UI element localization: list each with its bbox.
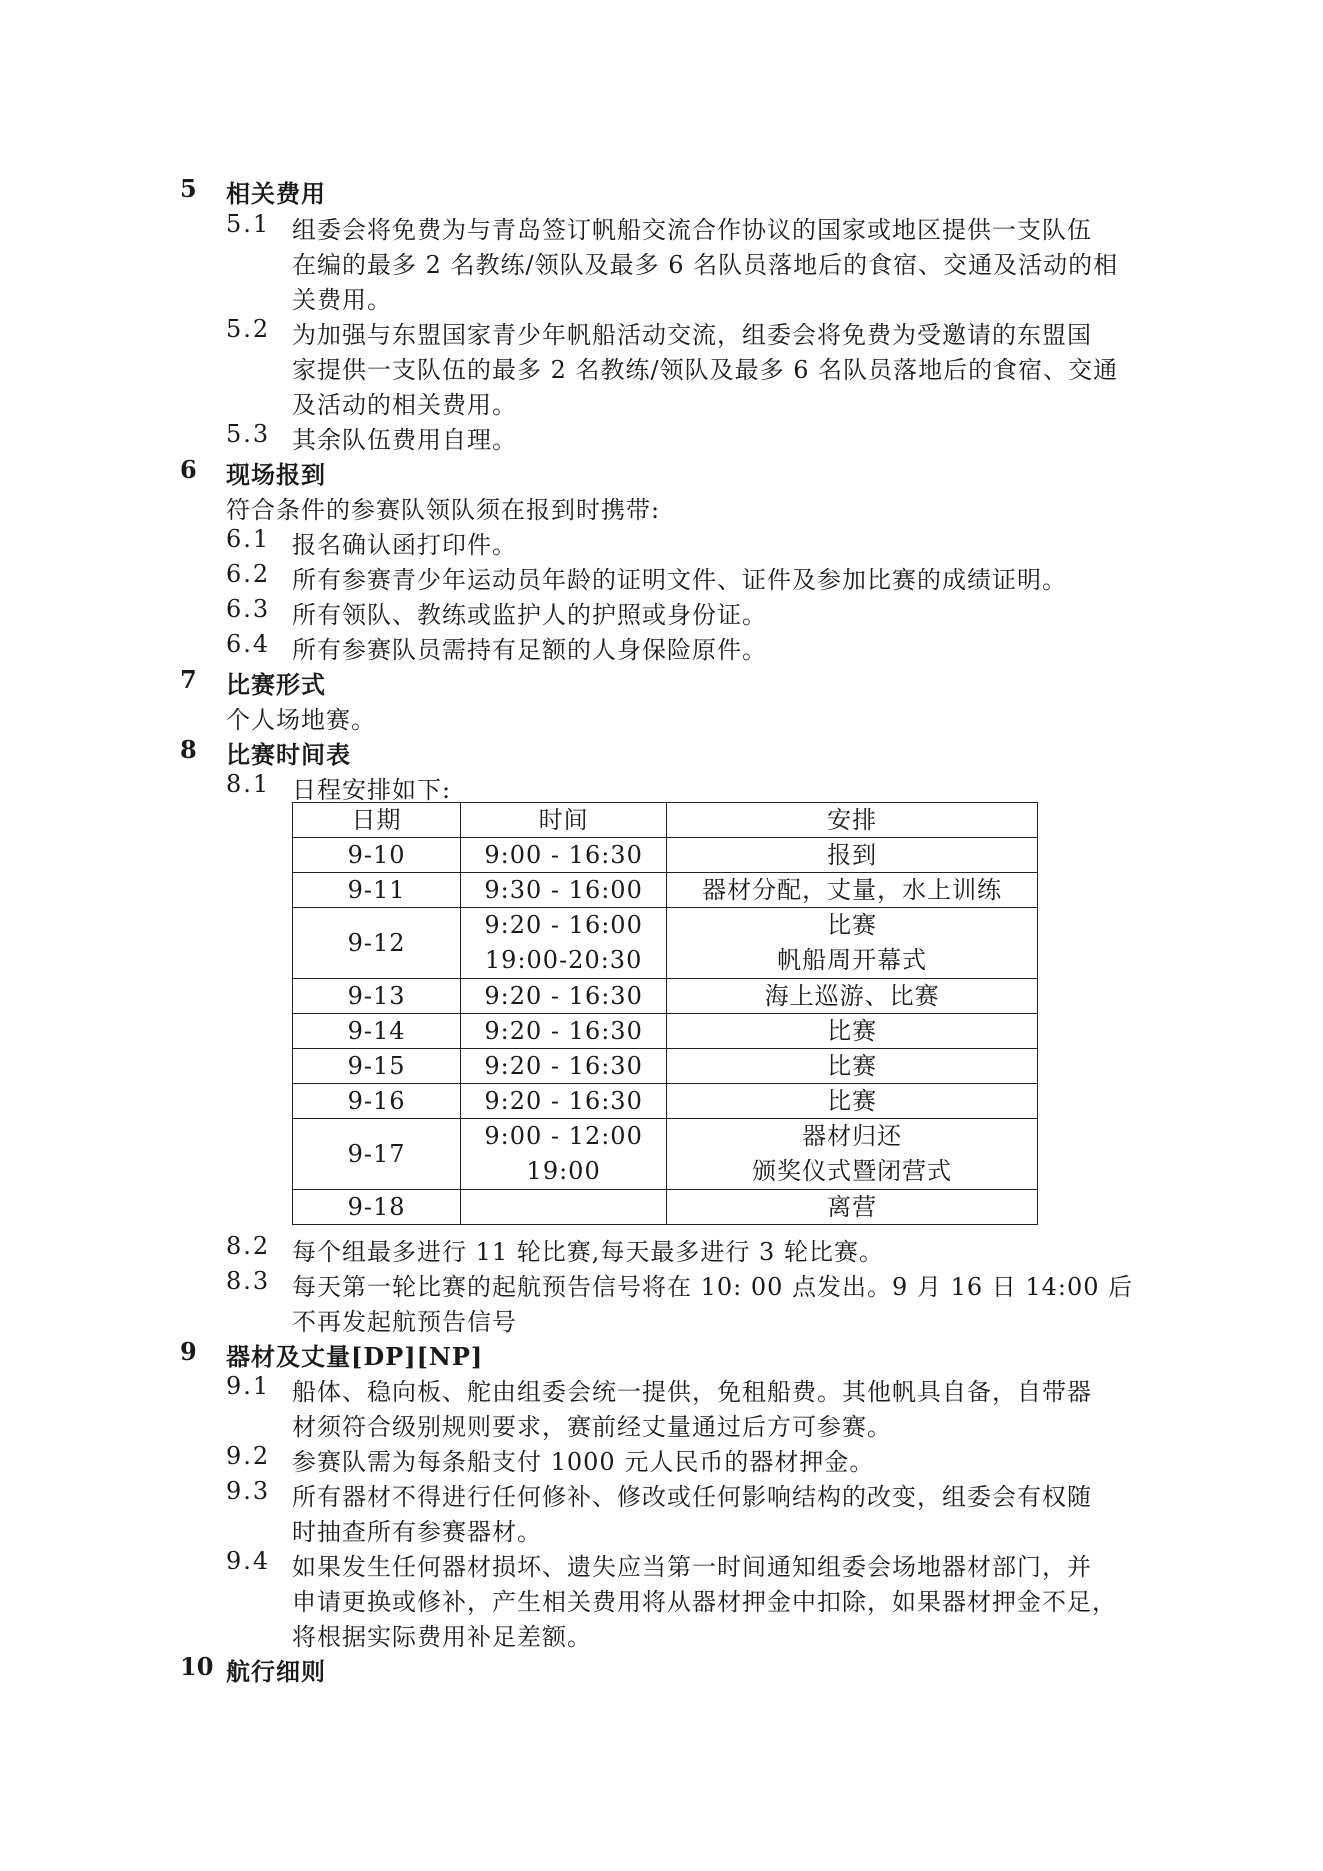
item-9-1-line-1: 船体、稳向板、舵由组委会统一提供，免租船费。其他帆具自备，自带器 [292,1378,1092,1406]
item-9-1-line-2: 材须符合级别规则要求，赛前经丈量通过后方可参赛。 [292,1413,892,1441]
row-plan [667,908,1038,979]
section-7-title: 比赛形式 [226,670,326,699]
row-time: 9:30 - 16:00 [461,873,667,908]
row-plan [667,1119,1038,1190]
item-5-2-number: 5.2 [226,315,271,343]
row-plan: 离营 [667,1190,1038,1225]
item-8-2-number: 8.2 [226,1232,271,1260]
table-row [293,1119,1038,1190]
item-9-3-number: 9.3 [226,1477,271,1505]
item-5-2-line-2: 家提供一支队伍的最多 2 名教练/领队及最多 6 名队员落地后的食宿、交通 [292,356,1119,384]
row-time [461,1119,667,1190]
item-5-1-number: 5.1 [226,210,271,238]
item-9-4-line-2: 申请更换或修补，产生相关费用将从器材押金中扣除，如果器材押金不足， [292,1588,1117,1616]
row-time: 9:20 - 16:30 [461,1084,667,1119]
item-6-4-number: 6.4 [226,630,271,658]
row-date: 9-15 [293,1049,461,1084]
item-5-2-line-1: 为加强与东盟国家青少年帆船活动交流，组委会将免费为受邀请的东盟国 [292,321,1092,349]
row-time [461,908,667,979]
item-8-3-line-2: 不再发起航预告信号 [292,1308,517,1336]
section-8-number: 8 [180,735,197,764]
section-5-number: 5 [180,174,197,203]
section-10-number: 10 [180,1652,214,1681]
row-plan: 器材分配，丈量，水上训练 [667,873,1038,908]
table-row [293,908,1038,979]
table-row [293,1049,1038,1084]
row-plan: 海上巡游、比赛 [667,979,1038,1014]
row-date: 9-14 [293,1014,461,1049]
item-5-1-line-1: 组委会将免费为与青岛签订帆船交流合作协议的国家或地区提供一支队伍 [292,216,1092,244]
row-time: 9:20 - 16:30 [461,979,667,1014]
time-line-1: 9:20 - 16:00 [484,911,643,939]
section-7-text: 个人场地赛。 [226,706,376,734]
item-9-2-number: 9.2 [226,1442,271,1470]
section-6-number: 6 [180,455,197,484]
row-plan: 比赛 [667,1084,1038,1119]
table-header-row [293,803,1038,838]
item-5-1-line-3: 关费用。 [292,286,392,314]
row-time: 9:00 - 16:30 [461,838,667,873]
time-line-2: 19:00-20:30 [484,946,643,974]
section-9-title: 器材及丈量[DP][NP] [226,1342,484,1371]
item-9-4-line-1: 如果发生任何器材损坏、遗失应当第一时间通知组委会场地器材部门，并 [292,1553,1092,1581]
item-5-1-line-2: 在编的最多 2 名教练/领队及最多 6 名队员落地后的食宿、交通及活动的相 [292,251,1119,279]
item-6-3-text: 所有领队、教练或监护人的护照或身份证。 [292,601,767,629]
row-date: 9-11 [293,873,461,908]
section-5-title: 相关费用 [226,179,326,208]
item-8-1-number: 8.1 [226,770,271,798]
row-time [461,1190,667,1225]
row-plan: 报到 [667,838,1038,873]
item-5-2-line-3: 及活动的相关费用。 [292,391,517,419]
item-9-2-line-1: 参赛队需为每条船支付 1000 元人民币的器材押金。 [292,1448,875,1476]
item-9-3-line-1: 所有器材不得进行任何修补、修改或任何影响结构的改变，组委会有权随 [292,1483,1092,1511]
header-date: 日期 [293,803,461,838]
plan-line-1: 比赛 [827,911,878,939]
schedule-table [292,802,1038,1225]
item-8-3-line-1: 每天第一轮比赛的起航预告信号将在 10: 00 点发出。9 月 16 日 14:00 后 [292,1273,1134,1301]
row-date: 9-17 [293,1119,461,1190]
item-9-4-line-3: 将根据实际费用补足差额。 [292,1623,592,1651]
item-8-2-text: 每个组最多进行 11 轮比赛,每天最多进行 3 轮比赛。 [292,1238,884,1266]
plan-line-2: 颁奖仪式暨闭营式 [752,1157,953,1185]
row-date: 9-13 [293,979,461,1014]
item-8-3-number: 8.3 [226,1267,271,1295]
plan-line-1: 器材归还 [802,1122,903,1150]
item-9-1-number: 9.1 [226,1372,271,1400]
item-5-3-number: 5.3 [226,420,271,448]
item-8-1-text: 日程安排如下: [292,776,452,804]
item-5-3-line-1: 其余队伍费用自理。 [292,426,517,454]
section-7-number: 7 [180,665,197,694]
row-plan: 比赛 [667,1049,1038,1084]
item-6-2-text: 所有参赛青少年运动员年龄的证明文件、证件及参加比赛的成绩证明。 [292,566,1067,594]
item-9-3-line-2: 时抽查所有参赛器材。 [292,1518,542,1546]
item-6-1-text: 报名确认函打印件。 [292,531,517,559]
time-line-2: 19:00 [526,1157,601,1185]
table-row [293,838,1038,873]
item-6-3-number: 6.3 [226,595,271,623]
section-8-title: 比赛时间表 [226,740,351,769]
section-9-number: 9 [180,1337,197,1366]
plan-line-2: 帆船周开幕式 [777,946,928,974]
item-6-2-number: 6.2 [226,560,271,588]
table-row [293,1190,1038,1225]
row-date: 9-16 [293,1084,461,1119]
item-6-4-text: 所有参赛队员需持有足额的人身保险原件。 [292,636,767,664]
row-time: 9:20 - 16:30 [461,1049,667,1084]
item-6-1-number: 6.1 [226,525,271,553]
table-row [293,873,1038,908]
section-6-intro: 符合条件的参赛队领队须在报到时携带: [226,496,661,524]
row-plan: 比赛 [667,1014,1038,1049]
table-row [293,1014,1038,1049]
row-date: 9-12 [293,908,461,979]
header-time: 时间 [461,803,667,838]
row-date: 9-18 [293,1190,461,1225]
table-row [293,1084,1038,1119]
item-9-4-number: 9.4 [226,1547,271,1575]
time-line-1: 9:00 - 12:00 [484,1122,643,1150]
header-plan: 安排 [667,803,1038,838]
table-row [293,979,1038,1014]
row-time: 9:20 - 16:30 [461,1014,667,1049]
section-6-title: 现场报到 [226,460,326,489]
row-date: 9-10 [293,838,461,873]
section-10-title: 航行细则 [226,1657,326,1686]
